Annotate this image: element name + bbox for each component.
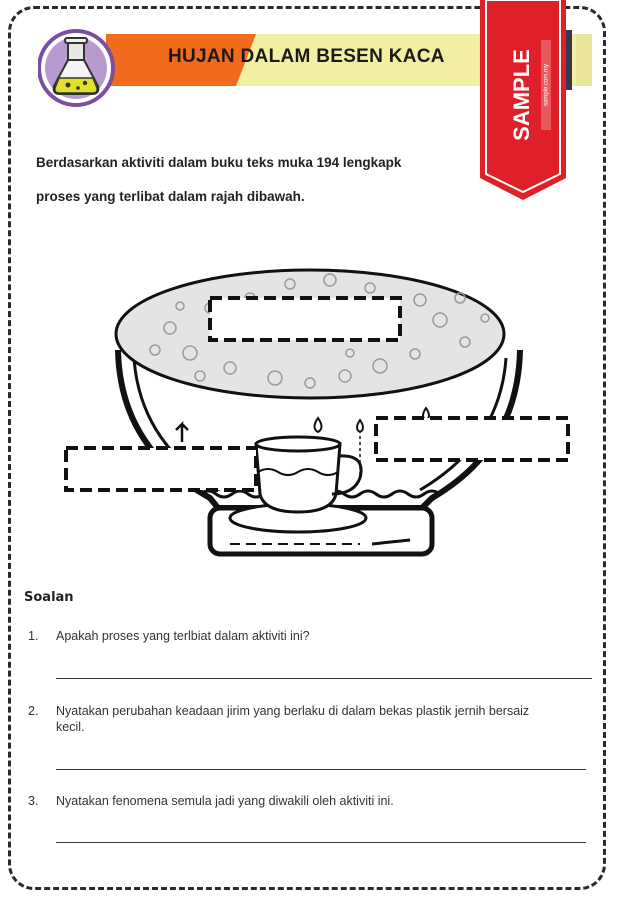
instruction-line-2: proses yang terlibat dalam rajah dibawah.: [36, 189, 305, 204]
question-text: Apakah proses yang terlbiat dalam aktiviti ini?: [56, 629, 310, 643]
questions-heading: Soalan: [24, 590, 74, 605]
instruction-text: [36, 146, 506, 214]
cup: [256, 444, 340, 512]
water-droplet: [357, 420, 363, 432]
answer-box-left: [66, 448, 256, 490]
answer-box-top: [210, 298, 400, 340]
question-2: [28, 703, 556, 735]
answer-box-right: [376, 418, 568, 460]
question-3: [28, 793, 556, 809]
question-number: 1.: [28, 629, 39, 643]
question-text: Nyatakan fenomena semula jadi yang diwakili oleh aktiviti ini.: [56, 794, 394, 808]
water-droplet: [315, 418, 322, 432]
sample-label: SAMPLE: [508, 49, 534, 141]
answer-line-2[interactable]: [56, 769, 586, 770]
question-1: [28, 628, 556, 644]
instruction-line-1: Berdasarkan aktiviti dalam buku teks muka 194 lengkapk: [36, 155, 402, 170]
question-number: 3.: [28, 794, 39, 808]
answer-line-1[interactable]: [56, 678, 592, 679]
sample-sub-label: sample.com.my: [543, 63, 550, 107]
page-title: HUJAN DALAM BESEN KACA: [168, 46, 445, 67]
glass-bowl-diagram: [60, 258, 580, 568]
question-number: 2.: [28, 704, 39, 718]
answer-line-3[interactable]: [56, 842, 586, 843]
question-text: Nyatakan perubahan keadaan jirim yang berlaku di dalam bekas plastik jernih bersaiz kecil.: [56, 704, 530, 734]
flask-icon: [38, 28, 118, 108]
